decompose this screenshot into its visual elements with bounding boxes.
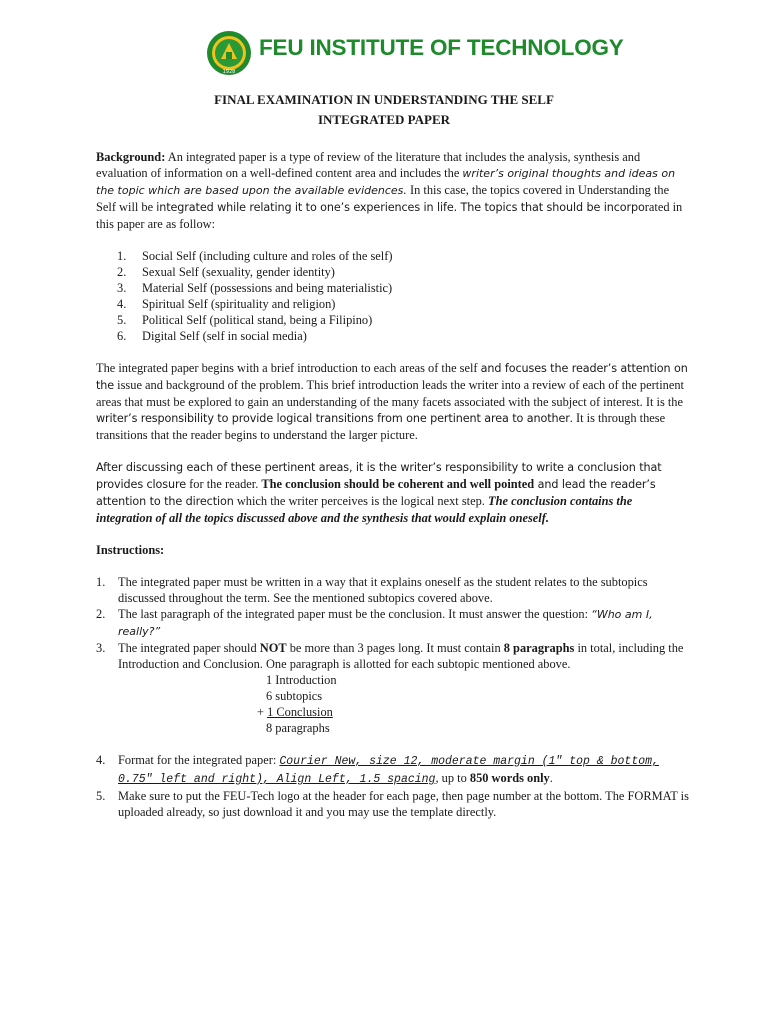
list-text: Political Self (political stand, being a Filipino) bbox=[142, 313, 373, 327]
list-text: Material Self (possessions and being materialistic) bbox=[142, 281, 393, 295]
list-text: Sexual Self (sexuality, gender identity) bbox=[142, 265, 335, 279]
list-text: , up to bbox=[435, 771, 470, 785]
list-text: The last paragraph of the integrated paper must be the conclusion. It must answer the question: bbox=[118, 607, 592, 621]
para3-text-d: and lead the reader’s attention to the direction bbox=[96, 478, 656, 508]
calc-introduction: 1 Introduction bbox=[266, 673, 337, 687]
list-text: Format for the integrated paper: bbox=[118, 753, 280, 767]
list-text: Digital Self (self in social media) bbox=[142, 329, 307, 343]
list-item bbox=[96, 574, 690, 606]
background-emphasis: writer’s original thoughts and ideas on the topic which are based upon the available evidences. bbox=[96, 167, 676, 197]
question-text: “Who am I, really?” bbox=[118, 608, 653, 638]
background-label: Background: bbox=[96, 150, 166, 164]
page-header bbox=[96, 0, 690, 90]
list-item bbox=[96, 328, 690, 344]
list-text: be more than 3 pages long. It must contain bbox=[286, 641, 504, 655]
list-item bbox=[96, 264, 690, 280]
format-spec: Courier New, size 12, moderate margin (1" top & bottom, 0.75" left and right), Align Left, 1.5 spacing bbox=[118, 755, 659, 786]
para2-text-e: . It is through these transitions that the reader begins to understand the larger picture. bbox=[96, 411, 666, 442]
background-text-2: In this case, the topics covered in Understanding the Self will be bbox=[96, 183, 670, 214]
list-item bbox=[96, 788, 690, 820]
list-number: 1. bbox=[96, 575, 106, 589]
list-text: Social Self (including culture and roles of the self) bbox=[142, 249, 393, 263]
para3-bold-italic: The conclusion contains the integration of all the topics discussed above and the synthesis that would explain oneself. bbox=[96, 494, 633, 525]
list-text: Make sure to put the FEU-Tech logo at the header for each page, then page number at the bottom. The FORMAT is uploaded already, so just download it and you may use the template directly. bbox=[118, 789, 689, 819]
list-item bbox=[96, 606, 690, 640]
para3-text-a: After discussing each of these pertinent areas, it is the writer’s responsibility to write a conclusion that provides closure bbox=[96, 461, 662, 491]
calc-conclusion: 1 Conclusion bbox=[267, 705, 333, 719]
list-number: 4. bbox=[96, 753, 106, 767]
list-number: 2. bbox=[96, 607, 106, 621]
title-line-1: FINAL EXAMINATION IN UNDERSTANDING THE SELF bbox=[214, 92, 554, 107]
para2-text-c: issue and background of the problem. This brief introduction leads the writer into a review of each of the pertinent areas that must be explored to gain an understanding of the many facets associated with the subject of interest. It is the bbox=[96, 378, 684, 409]
background-paragraph bbox=[96, 149, 690, 232]
list-item bbox=[96, 296, 690, 312]
list-number: 3. bbox=[117, 281, 127, 295]
document-title bbox=[78, 90, 690, 130]
calc-conclusion-row bbox=[257, 704, 690, 720]
list-text: Spiritual Self (spirituality and religion) bbox=[142, 297, 336, 311]
list-text: . bbox=[549, 771, 553, 785]
background-text-1: An integrated paper is a type of review of the literature that includes the analysis, synthesis and evaluation of information on a well-defined content area and includes the bbox=[96, 150, 641, 180]
list-text: The integrated paper should bbox=[118, 641, 260, 655]
instructions-list bbox=[96, 574, 690, 820]
list-text: in total, including the Introduction and Conclusion. One paragraph is allotted for each subtopic mentioned above. bbox=[118, 641, 684, 671]
topics-list bbox=[96, 248, 690, 344]
conclusion-paragraph bbox=[96, 459, 690, 526]
calc-plus: + bbox=[257, 705, 268, 719]
list-item bbox=[96, 752, 690, 788]
emphasis-not: NOT bbox=[259, 641, 287, 655]
background-text-3: integrated while relating it to one’s experiences in life. The topics that should be incorpo bbox=[156, 201, 645, 214]
word-limit: 850 words only bbox=[469, 771, 550, 785]
list-text: The integrated paper must be written in a way that it explains oneself as the student relates to the subtopics discussed throughout the term. See the mentioned subtopics covered above. bbox=[118, 575, 648, 605]
para2-text-b: and focuses the reader’s attention on the bbox=[96, 362, 688, 392]
para2-text-d: writer’s responsibility to provide logical transitions from one pertinent area to another bbox=[96, 412, 570, 425]
calc-subtopics: 6 subtopics bbox=[266, 689, 323, 703]
list-item bbox=[96, 312, 690, 328]
list-number: 3. bbox=[96, 641, 106, 655]
list-number: 4. bbox=[117, 297, 127, 311]
instructions-heading: Instructions: bbox=[96, 543, 165, 557]
emphasis-paragraph-count: 8 paragraphs bbox=[503, 641, 575, 655]
list-number: 5. bbox=[96, 789, 106, 803]
calc-total: 8 paragraphs bbox=[266, 721, 330, 735]
para3-text-b: for the reader. bbox=[186, 477, 262, 491]
list-number: 5. bbox=[117, 313, 127, 327]
para3-bold: The conclusion should be coherent and well pointed bbox=[261, 477, 535, 491]
para2-text-a: The integrated paper begins with a brief introduction to each areas of the self bbox=[96, 361, 481, 375]
list-number: 2. bbox=[117, 265, 127, 279]
list-item bbox=[96, 640, 690, 736]
logo-year: 1928 bbox=[222, 69, 236, 75]
background-text-4: rated in this paper are as follow: bbox=[96, 200, 683, 231]
introduction-paragraph bbox=[96, 360, 690, 443]
title-line-2: INTEGRATED PAPER bbox=[317, 112, 451, 127]
list-item bbox=[96, 248, 690, 264]
list-item bbox=[96, 280, 690, 296]
feu-seal-icon bbox=[206, 30, 252, 76]
list-number: 6. bbox=[117, 329, 127, 343]
para3-text-e: which the writer perceives is the logical next step. bbox=[233, 494, 489, 508]
list-number: 1. bbox=[117, 249, 127, 263]
paragraph-calculation bbox=[118, 672, 690, 736]
institution-name: FEU INSTITUTE OF TECHNOLOGY bbox=[259, 35, 624, 60]
